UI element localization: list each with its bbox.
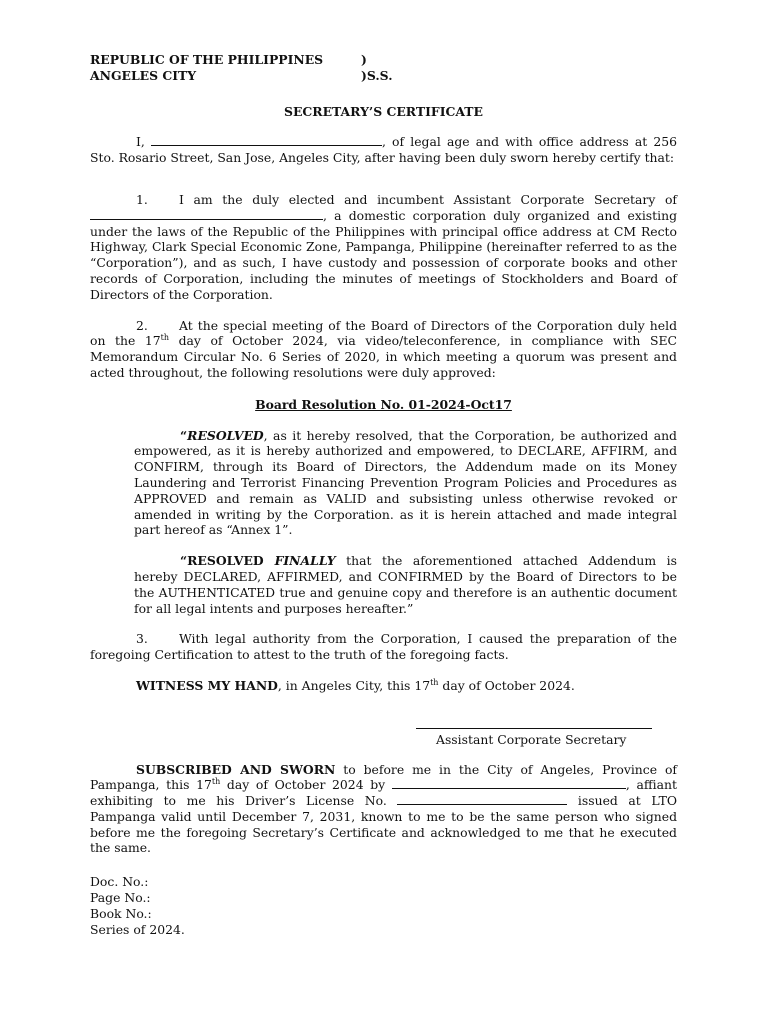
subscribed-paragraph <box>90 762 677 857</box>
witness-sup: th <box>430 677 439 687</box>
signature-title: Assistant Corporate Secretary <box>436 731 627 747</box>
resolution-1-text: , as it hereby resolved, that the Corporation, be authorized and empowered, as it is hereby authorized and empowered, to DECLARE, AFFIRM, and CONFIRM, through its Board of Directors, the Addendum made on its Money Laundering and Terrorist Financing Prevention Program Policies and Procedures as APPROVED and remain as VALID and subsisting unless otherwise revoked or amended in writing by the Corporation. as it is herein attached and made integral part hereof as “Annex 1”. <box>134 427 677 538</box>
subscribed-text-a: to before me in the City of Angeles, Province of Pampanga, this 17 <box>90 761 677 793</box>
doc-no: Doc. No.: <box>90 874 149 890</box>
resolution-1-quote: “ <box>180 427 188 443</box>
paragraph-1-text-b: , a domestic corporation duly organized and existing under the laws of the Republic of the Philippines with principal office address at CM Recto Highway, Clark Special Economic Zone, Pampanga, Philippine (hereinafter referred to as the “Corporation”), and as such, I have custody and possession of corporate books and other records of Corporation, including the minutes of meetings of Stockholders and Board of Directors of the Corporation. <box>90 207 677 302</box>
resolution-2-text: that the aforementioned attached Addendum is hereby DECLARED, AFFIRMED, and CONFIRMED by the Board of Directors to be the AUTHENTICATED true and genuine copy and therefore is an authentic document for all legal intents and purposes hereafter.” <box>134 553 678 616</box>
signature-line <box>416 728 652 729</box>
resolution-2-finally: FINALLY <box>274 553 336 569</box>
venue-republic: REPUBLIC OF THE PHILIPPINES <box>90 52 324 67</box>
witness-bold: WITNESS MY HAND <box>136 677 278 693</box>
paragraph-1 <box>90 192 677 303</box>
subscribed-text-c: , affiant exhibiting to me his Driver’s License No. <box>90 777 677 809</box>
paragraph-2-text-b: day of October 2024, via video/teleconference, in compliance with SEC Memorandum Circular No. 6 Series of 2020, in which meeting a quorum was present and acted throughout, the following resolutions were duly approved: <box>90 333 677 380</box>
resolution-title: Board Resolution No. 01-2024-Oct17 <box>255 396 512 412</box>
paragraph-1-text-a: I am the duly elected and incumbent Assistant Corporate Secretary of <box>179 191 677 207</box>
intro-paragraph <box>90 134 677 166</box>
resolution-1-lead: RESOLVED <box>187 427 264 443</box>
paragraph-3-number: 3. <box>136 631 148 647</box>
paragraph-2-number: 2. <box>136 317 148 333</box>
page-no: Page No.: <box>90 890 151 906</box>
resolution-1 <box>134 428 677 539</box>
notary-details <box>90 874 677 937</box>
venue-city: ANGELES CITY <box>90 67 197 83</box>
paragraph-3-text: With legal authority from the Corporation, I caused the preparation of the foregoing Certification to attest to the truth of the foregoing facts. <box>90 631 677 663</box>
book-no: Book No.: <box>90 905 152 921</box>
intro-suffix: , of legal age and with office address at 256 Sto. Rosario Street, San Jose, Angeles City, after having been duly sworn hereby certify that: <box>90 134 677 166</box>
intro-prefix: I, <box>136 134 151 150</box>
name-blank <box>151 134 382 146</box>
subscribed-sup: th <box>211 777 221 787</box>
paragraph-2-sup: th <box>160 333 170 343</box>
witness-paragraph <box>90 678 677 694</box>
document-page <box>90 52 677 937</box>
subscribed-text-d: issued at LTO Pampanga valid until December 7, 2031, known to me to be the same person who signed before me the foregoing Secretary’s Certificate and acknowledged to me that he executed the same. <box>90 793 677 856</box>
series: Series of 2024. <box>90 921 185 937</box>
witness-text-b: day of October 2024. <box>438 677 575 693</box>
venue-line-1 <box>90 52 677 68</box>
venue-line-2 <box>90 68 677 84</box>
resolution-2-lead: “RESOLVED <box>180 553 275 569</box>
license-number-blank <box>397 793 567 805</box>
paragraph-2-text-a: At the special meeting of the Board of Directors of the Corporation duly held on the 17 <box>90 317 677 349</box>
paragraph-1-number: 1. <box>136 191 148 207</box>
subscribed-text-b: day of October 2024 by <box>220 777 392 793</box>
paragraph-3 <box>90 631 677 663</box>
paragraph-2 <box>90 318 677 381</box>
venue-bracket-1: ) <box>361 52 367 67</box>
venue-ss: )S.S. <box>361 67 393 83</box>
subscribed-bold: SUBSCRIBED AND SWORN <box>136 761 336 777</box>
affiant-name-blank <box>392 777 626 789</box>
corporation-name-blank <box>90 208 323 220</box>
witness-text-a: , in Angeles City, this 17 <box>277 677 431 693</box>
document-title: SECRETARY’S CERTIFICATE <box>284 103 483 119</box>
resolution-2 <box>134 553 677 616</box>
